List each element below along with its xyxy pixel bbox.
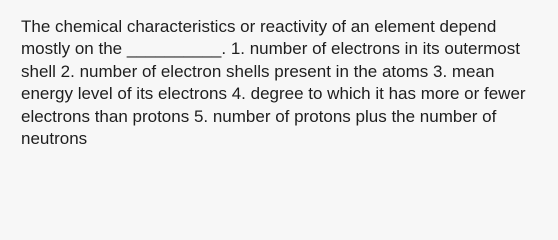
- question-text: The chemical characteristics or reactivity of an element depend mostly on the __________. 1. number of electrons in its outermost shell 2. number of electron shells present in the atoms 3. mean energy level of its electrons 4. degree to which it has more or fewer electrons than protons 5. number of protons plus the number of neutrons: [21, 17, 526, 149]
